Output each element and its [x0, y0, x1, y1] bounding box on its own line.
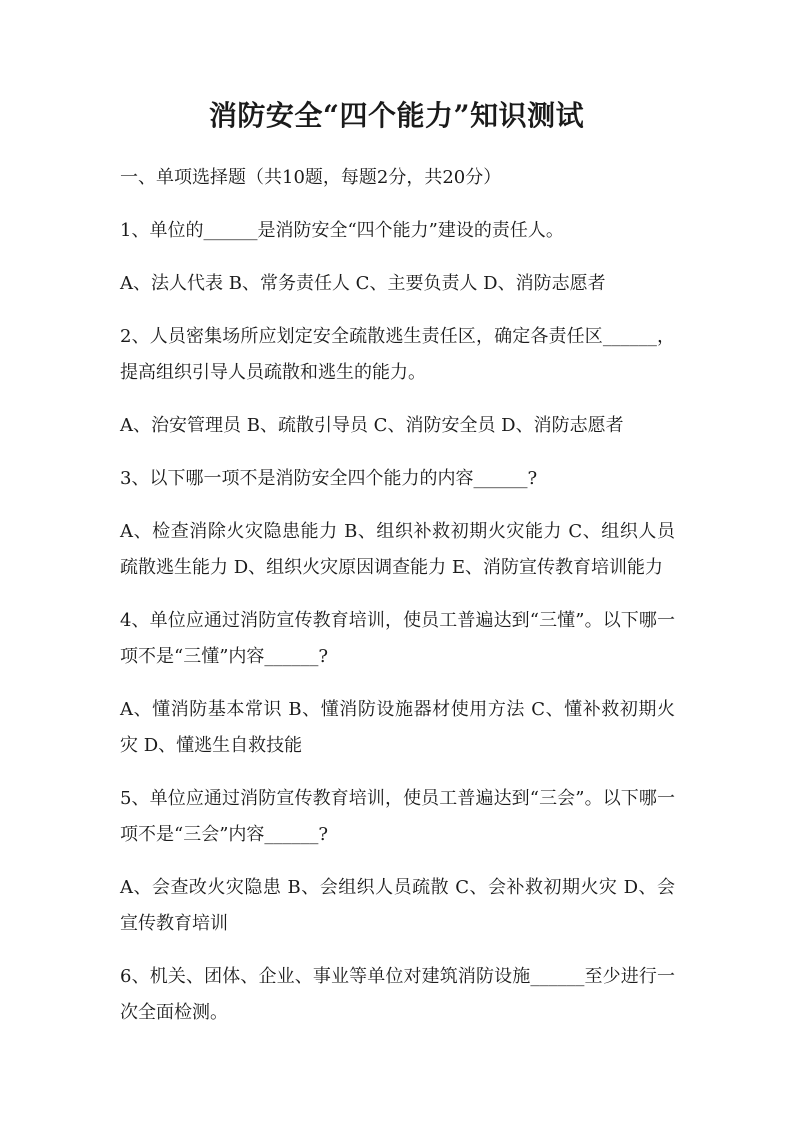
document-title: 消防安全“四个能力”知识测试: [208, 99, 585, 132]
question-5: 5、单位应通过消防宣传教育培训，使员工普遍达到“三会”。以下哪一项不是“三会”内容______?: [120, 788, 675, 845]
question-4: 4、单位应通过消防宣传教育培训，使员工普遍达到“三懂”。以下哪一项不是“三懂”内容______?: [120, 610, 675, 667]
question-2-options: A、治安管理员 B、疏散引导员 C、消防安全员 D、消防志愿者: [120, 415, 624, 436]
question-2: 2、人员密集场所应划定安全疏散逃生责任区，确定各责任区______，提高组织引导人员疏散和逃生的能力。: [120, 326, 675, 383]
question-3-options: A、检查消除火灾隐患能力 B、组织补救初期火灾能力 C、组织人员疏散逃生能力 D、组织火灾原因调查能力 E、消防宣传教育培训能力: [120, 521, 675, 578]
question-5-options: A、会查改火灾隐患 B、会组织人员疏散 C、会补救初期火灾 D、会宣传教育培训: [120, 877, 675, 934]
document-body: [120, 160, 675, 1048]
question-6: 6、机关、团体、企业、事业等单位对建筑消防设施______至少进行一次全面检测。: [120, 966, 675, 1023]
section-heading: 一、单项选择题（共10题，每题2分，共20分）: [120, 167, 502, 188]
question-3: 3、以下哪一项不是消防安全四个能力的内容______?: [120, 468, 538, 489]
question-1: 1、单位的______是消防安全“四个能力”建设的责任人。: [120, 220, 564, 241]
question-4-options: A、懂消防基本常识 B、懂消防设施器材使用方法 C、懂补救初期火灾 D、懂逃生自救技能: [120, 699, 675, 756]
question-1-options: A、法人代表 B、常务责任人 C、主要负责人 D、消防志愿者: [120, 273, 606, 294]
